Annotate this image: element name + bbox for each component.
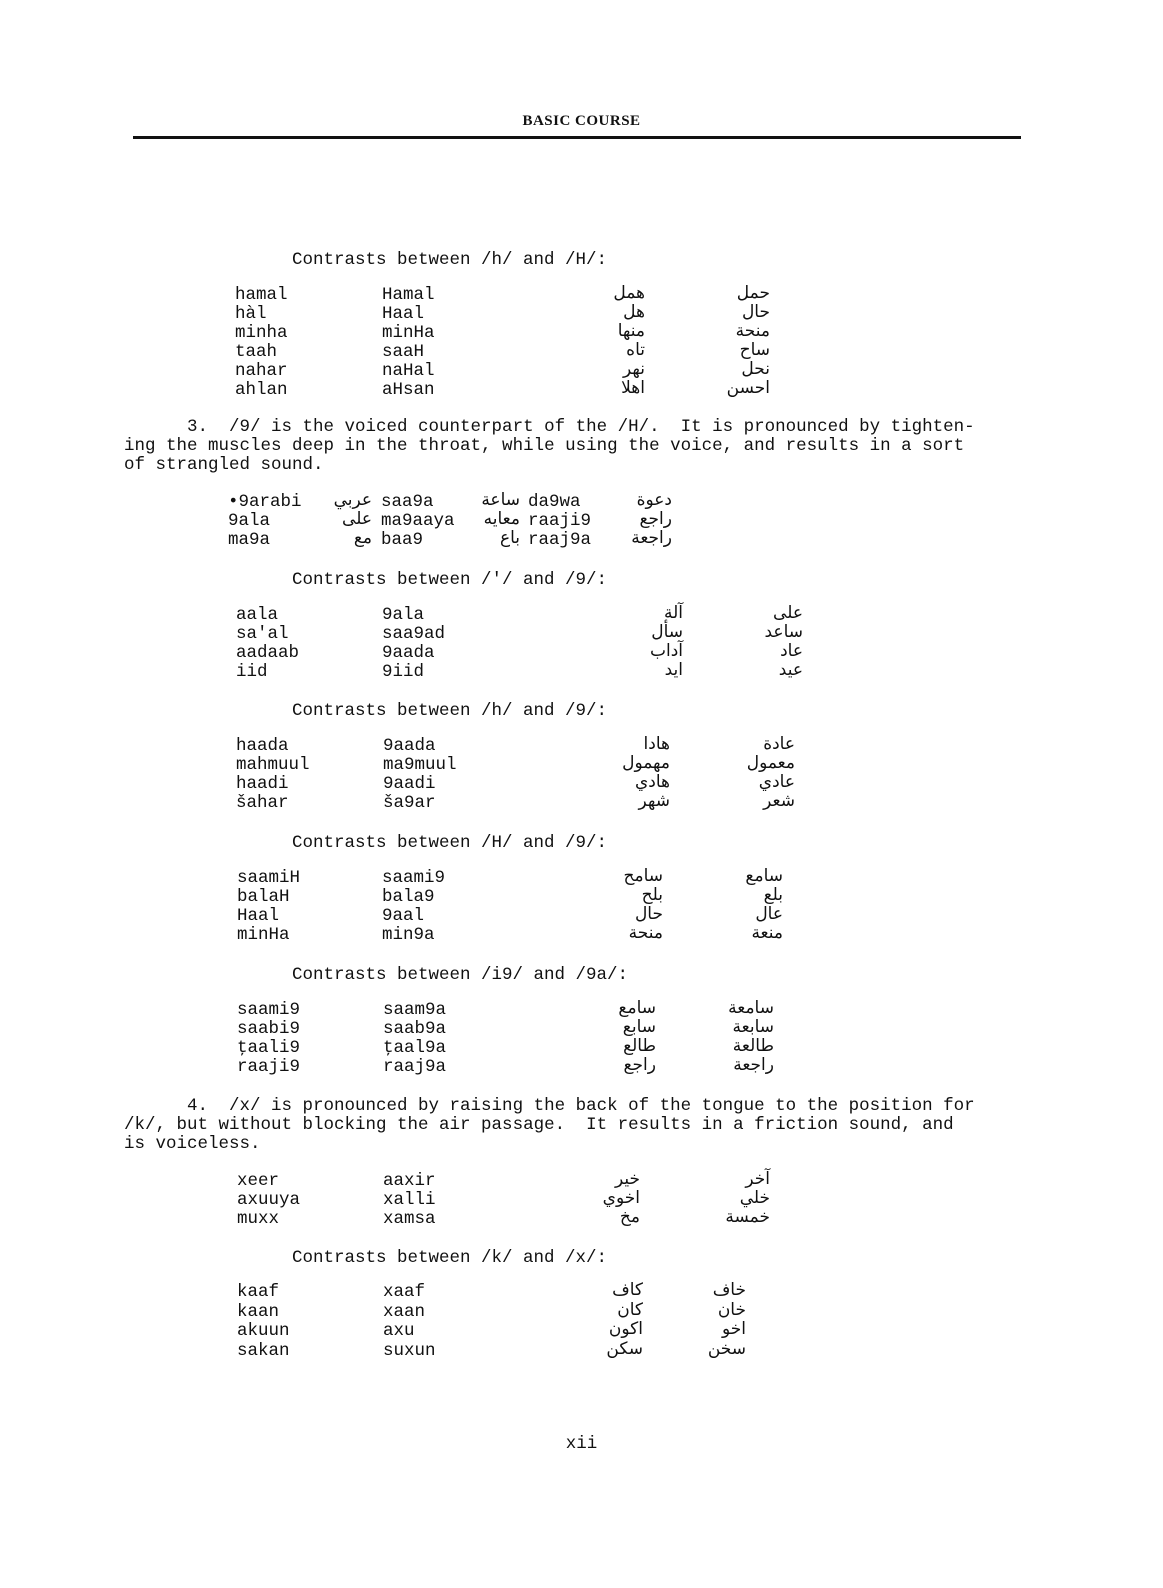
arabic-word: نهر xyxy=(623,359,645,379)
arabic-word: ايد xyxy=(664,660,683,680)
translit-word: hàl xyxy=(235,304,267,324)
arabic-word: منها xyxy=(617,321,645,341)
arabic-word: خان xyxy=(717,1299,746,1320)
paragraph-line: is voiceless. xyxy=(124,1134,261,1154)
arabic-word: منعة xyxy=(751,923,783,943)
arabic-word: طالعة xyxy=(732,1036,774,1056)
translit-word: balaH xyxy=(237,887,290,907)
translit-word: 9aada xyxy=(383,736,436,756)
arabic-word: منحة xyxy=(735,321,770,341)
translit-word: minHa xyxy=(382,323,435,343)
arabic-word: راجعة xyxy=(733,1055,774,1075)
translit-word: xamsa xyxy=(383,1209,436,1229)
arabic-word: حال xyxy=(741,302,770,322)
paragraph-line: ing the muscles deep in the throat, while using the voice, and results in a sort xyxy=(124,436,965,456)
arabic-word: هادي xyxy=(634,772,670,792)
arabic-word: مخ xyxy=(619,1207,640,1227)
translit-word: minha xyxy=(235,323,288,343)
translit-word: hamal xyxy=(235,285,288,305)
translit-word: xaaf xyxy=(383,1282,426,1302)
arabic-word: ساعة xyxy=(481,490,520,510)
arabic-word: ساح xyxy=(739,340,770,360)
translit-word: Haal xyxy=(382,304,425,324)
arabic-word: شهر xyxy=(638,791,670,811)
translit-word: da9wa xyxy=(528,492,581,512)
translit-word: taah xyxy=(235,342,278,362)
arabic-word: آخر xyxy=(745,1169,770,1189)
translit-word: suxun xyxy=(383,1340,436,1361)
translit-word: raaji9 xyxy=(237,1057,301,1077)
arabic-word: سابع xyxy=(622,1017,656,1037)
section-heading: Contrasts between /'/ and /9/: xyxy=(292,570,608,590)
arabic-word: هل xyxy=(623,302,645,322)
arabic-word: طالع xyxy=(623,1036,656,1056)
translit-word: ša9ar xyxy=(383,793,436,813)
page-number: xii xyxy=(565,1434,598,1454)
arabic-word: اخو xyxy=(721,1319,746,1339)
translit-word: •9arabi xyxy=(228,492,302,512)
arabic-word: عيد xyxy=(778,660,803,680)
arabic-word: معمول xyxy=(746,753,795,773)
arabic-word: اهلا xyxy=(621,378,645,398)
translit-word: aala xyxy=(236,605,279,625)
translit-word: saa9a xyxy=(381,492,434,512)
translit-word: aHsan xyxy=(382,380,435,400)
arabic-word: كان xyxy=(617,1299,643,1320)
translit-word: akuun xyxy=(237,1321,290,1341)
arabic-word: دعوة xyxy=(636,490,672,510)
arabic-word: سامح xyxy=(623,866,663,886)
translit-word: saam9a xyxy=(383,1000,447,1020)
arabic-word: خير xyxy=(614,1169,640,1189)
paragraph-line: 3. /9/ is the voiced counterpart of the /H/. It is pronounced by tighten- xyxy=(124,417,975,437)
translit-word: ahlan xyxy=(235,380,288,400)
translit-word: aaxir xyxy=(383,1171,436,1191)
translit-word: nahar xyxy=(235,361,288,381)
arabic-word: سامع xyxy=(745,866,783,886)
arabic-word: عال xyxy=(755,904,783,924)
header-rule xyxy=(133,136,1021,139)
arabic-word: مهمول xyxy=(622,753,670,773)
translit-word: ma9a xyxy=(228,530,271,550)
arabic-word: همل xyxy=(613,283,645,303)
arabic-word: باع xyxy=(499,528,520,548)
translit-word: ma9muul xyxy=(383,755,457,775)
translit-word: saabi9 xyxy=(237,1019,301,1039)
translit-word: haada xyxy=(236,736,289,756)
arabic-word: عربي xyxy=(333,490,372,510)
arabic-word: مع xyxy=(353,528,372,548)
translit-word: 9ala xyxy=(382,605,425,625)
arabic-word: سابعة xyxy=(732,1017,774,1037)
arabic-word: خمسة xyxy=(725,1207,770,1227)
arabic-word: آداب xyxy=(649,641,683,661)
translit-word: saab9a xyxy=(383,1019,447,1039)
arabic-word: اخوي xyxy=(602,1188,640,1208)
arabic-word: سامع xyxy=(618,998,656,1018)
translit-word: xalli xyxy=(383,1190,436,1210)
arabic-word: حال xyxy=(634,904,663,924)
translit-word: xaan xyxy=(383,1301,426,1322)
arabic-word: منحة xyxy=(628,923,663,943)
translit-word: saami9 xyxy=(237,1000,301,1020)
arabic-word: سخن xyxy=(707,1338,746,1359)
translit-word: saamiH xyxy=(237,868,301,888)
arabic-word: راجعة xyxy=(631,528,672,548)
translit-word: 9aadi xyxy=(383,774,436,794)
translit-word: xeer xyxy=(237,1171,280,1191)
arabic-word: راجع xyxy=(639,509,672,529)
translit-word: kaan xyxy=(237,1301,280,1322)
arabic-word: سأل xyxy=(651,622,683,642)
translit-word: Haal xyxy=(237,906,280,926)
arabic-word: سكن xyxy=(606,1338,643,1359)
translit-word: axuuya xyxy=(237,1190,301,1210)
arabic-word: كاف xyxy=(612,1280,643,1300)
arabic-word: تاه xyxy=(626,340,645,360)
translit-word: haadi xyxy=(236,774,289,794)
translit-word: muxx xyxy=(237,1209,280,1229)
arabic-word: احسن xyxy=(726,378,770,398)
arabic-word: على xyxy=(773,603,803,623)
translit-word: baa9 xyxy=(381,530,424,550)
arabic-word: بلع xyxy=(763,885,783,905)
paragraph-line: 4. /x/ is pronounced by raising the back of the tongue to the position for xyxy=(124,1096,975,1116)
paragraph-line: /k/, but without blocking the air passage. It results in a friction sound, and xyxy=(124,1115,954,1135)
translit-word: ţaal9a xyxy=(383,1038,447,1058)
section-heading: Contrasts between /h/ and /9/: xyxy=(292,701,608,721)
arabic-word: معايه xyxy=(483,509,520,529)
translit-word: bala9 xyxy=(382,887,435,907)
translit-word: axu xyxy=(383,1321,415,1341)
section-heading: Contrasts between /i9/ and /9a/: xyxy=(292,965,629,985)
translit-word: šahar xyxy=(236,793,289,813)
translit-word: aadaab xyxy=(236,643,300,663)
arabic-word: سامعة xyxy=(728,998,774,1018)
arabic-word: هادا xyxy=(643,734,670,754)
arabic-word: ساعد xyxy=(764,622,803,642)
translit-word: raaj9a xyxy=(383,1057,447,1077)
arabic-word: عاد xyxy=(780,641,803,661)
running-header: BASIC COURSE xyxy=(522,113,641,129)
translit-word: sa'al xyxy=(236,624,289,644)
arabic-word: اكون xyxy=(608,1319,643,1339)
translit-word: saami9 xyxy=(382,868,446,888)
translit-word: mahmuul xyxy=(236,755,310,775)
arabic-word: عادي xyxy=(758,772,795,792)
section-heading: Contrasts between /k/ and /x/: xyxy=(292,1248,608,1268)
arabic-word: عادة xyxy=(763,734,795,754)
arabic-word: حمل xyxy=(736,283,770,303)
translit-word: saaH xyxy=(382,342,425,362)
arabic-word: آلة xyxy=(663,603,683,623)
translit-word: raaji9 xyxy=(528,511,592,531)
translit-word: iid xyxy=(236,662,268,682)
translit-word: 9iid xyxy=(382,662,425,682)
translit-word: 9ala xyxy=(228,511,271,531)
translit-word: ţaali9 xyxy=(237,1038,301,1058)
translit-word: Hamal xyxy=(382,285,435,305)
arabic-word: خاف xyxy=(712,1280,746,1300)
translit-word: 9aada xyxy=(382,643,435,663)
translit-word: naHal xyxy=(382,361,435,381)
translit-word: raaj9a xyxy=(528,530,592,550)
translit-word: min9a xyxy=(382,925,435,945)
translit-word: minHa xyxy=(237,925,290,945)
arabic-word: خلي xyxy=(739,1188,770,1208)
arabic-word: على xyxy=(342,509,372,529)
arabic-word: شعر xyxy=(763,791,795,811)
section-heading: Contrasts between /h/ and /H/: xyxy=(292,250,608,270)
section-heading: Contrasts between /H/ and /9/: xyxy=(292,833,608,853)
translit-word: kaaf xyxy=(237,1282,280,1302)
translit-word: 9aal xyxy=(382,906,425,926)
translit-word: sakan xyxy=(237,1340,290,1361)
translit-word: saa9ad xyxy=(382,624,446,644)
arabic-word: بلح xyxy=(641,885,663,905)
translit-word: ma9aaya xyxy=(381,511,455,531)
paragraph-line: of strangled sound. xyxy=(124,455,324,475)
arabic-word: نحل xyxy=(741,359,770,379)
arabic-word: راجع xyxy=(623,1055,656,1075)
